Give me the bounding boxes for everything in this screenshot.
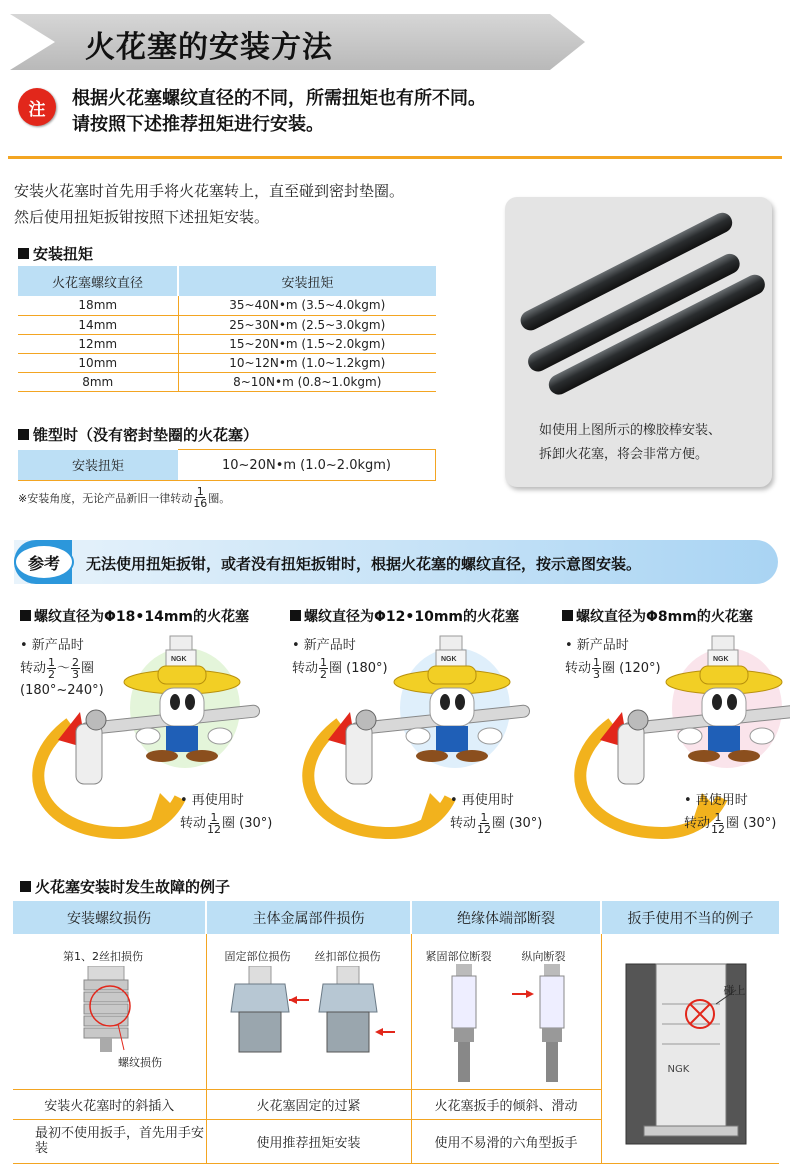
ngk-label: NGK	[667, 1064, 690, 1075]
method-2-new: • 新产品时 转动 $\frac{1}{2}$ 圈 (180°)	[292, 638, 388, 681]
fixed-damage-label: 固定部位损伤	[224, 950, 291, 963]
method-3-reuse: • 再使用时 转动 $\frac{1}{12}$ 圈 (30°)	[684, 793, 777, 836]
wrench-misuse-image	[601, 934, 779, 1163]
body-damage-image	[206, 934, 411, 1089]
intro-text	[14, 178, 404, 230]
cause-3: 火花塞扳手的倾斜、滑动	[411, 1089, 601, 1119]
note-line-1: 根据火花塞螺纹直径的不同，所需扭矩也有所不同。	[72, 88, 486, 109]
cause-2: 火花塞固定的过紧	[206, 1089, 411, 1119]
divider	[8, 156, 782, 159]
thread-damage-label: 螺纹损伤	[118, 1056, 162, 1069]
fixed-break-label: 紧固部位断裂	[425, 950, 492, 963]
table-row: 8mm 8~10N•m (0.8~1.0kgm)	[18, 372, 436, 391]
angle-note: ※安装角度，无论产品新旧一律转动 $\frac{1}{16}$ 圈。	[18, 485, 231, 510]
torque-section-title: 安装扭矩	[18, 243, 93, 264]
mascot-logo: NGK	[441, 656, 457, 663]
method-2-reuse: • 再使用时 转动 $\frac{1}{12}$ 圈 (30°)	[450, 793, 543, 836]
method-1-title: 螺纹直径为Φ18•14mm的火花塞	[20, 606, 249, 626]
reference-text: 无法使用扭矩扳钳，或者没有扭矩扳钳时，根据火花塞的螺纹直径，按示意图安装。	[86, 555, 642, 573]
taper-section-title: 锥型时（没有密封垫圈的火花塞）	[18, 424, 258, 445]
note-badge: 注	[18, 88, 56, 126]
fix-1: 最初不使用扳手，首先用手安装	[13, 1119, 206, 1163]
body-damage-plugs	[209, 966, 409, 1086]
torque-table	[18, 266, 436, 392]
failure-header-4: 扳手使用不当的例子	[601, 901, 779, 934]
method-3-new: • 新产品时 转动 $\frac{1}{3}$ 圈 (120°)	[565, 638, 661, 681]
mascot-logo: NGK	[713, 656, 729, 663]
touch-label: 碰上	[723, 984, 746, 997]
method-1-new: • 新产品时 转动 $\frac{1}{2}$ ～ $\frac{2}{3}$ 圈 (180°~240°)	[20, 638, 104, 698]
thread-label: 第1、2丝扣损伤	[63, 950, 143, 963]
torque-header-torque: 安装扭矩	[178, 266, 436, 296]
page-title: 火花塞的安装方法	[85, 30, 333, 65]
wrench-misuse-drawing	[616, 944, 776, 1154]
failures-table	[13, 901, 779, 1164]
intro-line-2: 然后使用扭矩扳钳按照下述扭矩安装。	[14, 208, 270, 226]
insulator-break-plugs	[412, 964, 602, 1094]
taper-table	[18, 449, 436, 481]
table-row: 18mm 35~40N•m (3.5~4.0kgm)	[18, 296, 436, 315]
mascot-logo: NGK	[171, 656, 187, 663]
thread-part-damage-label: 丝扣部位损伤	[314, 950, 381, 963]
thread-damage-image	[13, 934, 206, 1089]
torque-header-diameter: 火花塞螺纹直径	[18, 266, 178, 296]
failures-title: 火花塞安装时发生故障的例子	[20, 876, 230, 897]
mascot-illustrations	[0, 628, 790, 858]
damaged-thread-plug	[18, 966, 198, 1086]
method-3-title: 螺纹直径为Φ8mm的火花塞	[562, 606, 753, 626]
table-row: 12mm 15~20N•m (1.5~2.0kgm)	[18, 334, 436, 353]
vertical-break-label: 纵向断裂	[521, 950, 566, 963]
fix-2: 使用推荐扭矩安装	[206, 1119, 411, 1163]
rubber-rod-card	[505, 197, 772, 487]
rubber-rod-caption: 如使用上图所示的橡胶棒安装、 拆卸火花塞，将会非常方便。	[539, 423, 722, 462]
taper-label: 安装扭矩	[18, 450, 178, 481]
insulator-break-image	[411, 934, 601, 1089]
failure-header-1: 安装螺纹损伤	[13, 901, 206, 934]
cause-1: 安装火花塞时的斜插入	[13, 1089, 206, 1119]
note-line-2: 请按照下述推荐扭矩进行安装。	[72, 114, 324, 135]
failure-header-3: 绝缘体端部断裂	[411, 901, 601, 934]
fix-3: 使用不易滑的六角型扳手	[411, 1119, 601, 1163]
taper-value: 10~20N•m (1.0~2.0kgm)	[178, 450, 436, 481]
method-2-title: 螺纹直径为Φ12•10mm的火花塞	[290, 606, 519, 626]
rubber-rod-image	[505, 197, 772, 417]
reference-badge: 参考	[14, 544, 74, 580]
table-row: 14mm 25~30N•m (2.5~3.0kgm)	[18, 315, 436, 334]
note-text	[72, 86, 486, 138]
intro-line-1: 安装火花塞时首先用手将火花塞转上，直至碰到密封垫圈。	[14, 182, 405, 200]
table-row: 10mm 10~12N•m (1.0~1.2kgm)	[18, 353, 436, 372]
method-1-reuse: • 再使用时 转动 $\frac{1}{12}$ 圈 (30°)	[180, 793, 273, 836]
failure-header-2: 主体金属部件损伤	[206, 901, 411, 934]
